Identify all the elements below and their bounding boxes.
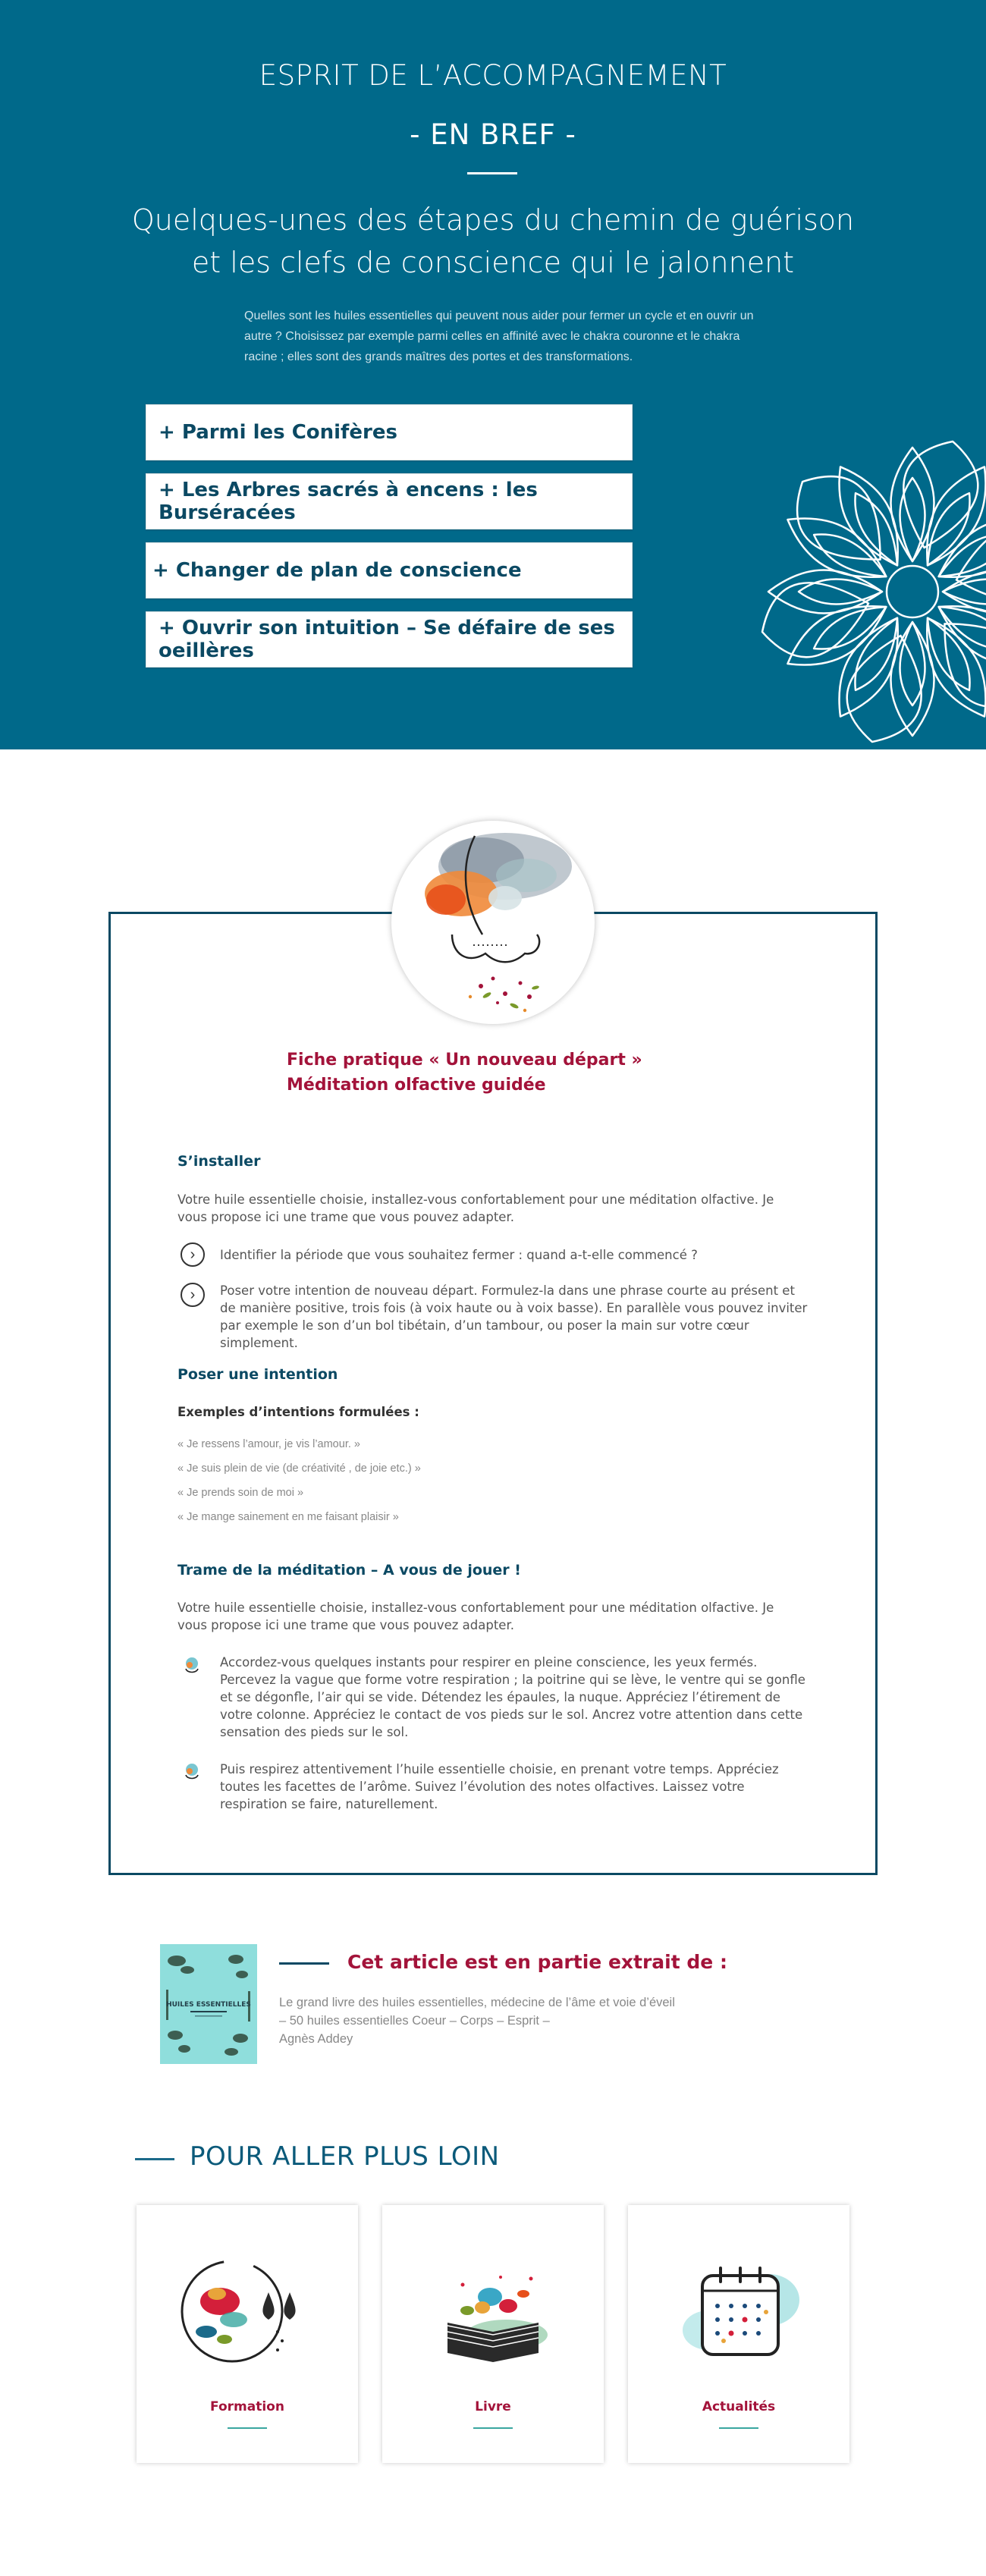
source-divider [279, 1962, 329, 1965]
book-illustration-icon [417, 2247, 569, 2376]
hero-title-line2: et les clefs de conscience qui le jalonnent [191, 246, 795, 279]
book-cover-illustration [160, 1944, 257, 2064]
intention-example-2: « Je suis plein de vie (de créativité , de joie etc.) » [177, 1462, 421, 1475]
accordion-item-plan-conscience[interactable]: + Changer de plan de conscience [146, 542, 633, 598]
meditation-illustration [391, 821, 595, 1024]
intention-example-3: « Je prends soin de moi » [177, 1487, 304, 1499]
hero-kicker: ESPRIT DE L’ACCOMPAGNEMENT [259, 59, 727, 92]
intention-heading: Poser une intention [177, 1366, 338, 1383]
card-formation[interactable] [137, 2205, 358, 2463]
trame-heading: Trame de la méditation – A vous de jouer ! [177, 1562, 521, 1579]
source-text [279, 1993, 704, 2048]
book-cover[interactable] [160, 1944, 257, 2064]
hero-divider [467, 172, 517, 174]
card-livre-underline [473, 2427, 513, 2429]
source-line-2: – 50 huiles essentielles Coeur – Corps – Esprit – [279, 2014, 550, 2028]
hero-title-line1: Quelques-unes des étapes du chemin de guérison [131, 203, 855, 237]
installer-intro: Votre huile essentielle choisie, installez-vous confortablement pour une méditation olfactive. Je vous propose ici une trame que vous pouvez adapter. [177, 1192, 774, 1224]
intention-example-1: « Je ressens l’amour, je vis l’amour. » [177, 1438, 360, 1450]
fiche-title-line2: Méditation olfactive guidée [287, 1076, 546, 1095]
hero-lead: Quelles sont les huiles essentielles qui peuvent nous aider pour fermer un cycle et en ouvrir un autre ? Choisissez par exemple parmi celles en affinité avec le chakra couronne et le chakra racine ; elles sont des grands maîtres des portes et des transformations. [244, 309, 754, 363]
trame-step-1: Accordez-vous quelques instants pour respirer en pleine conscience, les yeux fermés. Percevez la vague que forme votre respiration ; la poitrine qui se lève, le ventre qui se gonfle et se dégonfle, l’air qui se vide. Détendez les épaules, la nuque. Appréciez l’étirement de votre colonne. Appréciez le contact de vos pieds sur le sol. Ancrez votre attention dans cette sensation des pieds sur le sol. [220, 1655, 805, 1739]
intention-example-4: « Je mange sainement en me faisant plaisir » [177, 1511, 399, 1523]
chevron-right-icon: › [181, 1242, 205, 1267]
card-livre-label: Livre [475, 2399, 511, 2414]
trame-intro: Votre huile essentielle choisie, installez-vous confortablement pour une méditation olfactive. Je vous propose ici une trame que vous pouvez adapter. [177, 1601, 774, 1632]
more-divider [135, 2158, 174, 2160]
meditation-face-bullet-icon [181, 1760, 203, 1783]
intention-examples-heading: Exemples d’intentions formulées : [177, 1405, 419, 1419]
installer-step-1: Identifier la période que vous souhaitez fermer : quand a-t-elle commencé ? [220, 1248, 698, 1262]
meditation-face-icon [391, 821, 595, 1024]
source-heading: Cet article est en partie extrait de : [347, 1951, 727, 1973]
accordion-item-burseracees[interactable]: + Les Arbres sacrés à encens : les Burséracées [146, 473, 633, 529]
chevron-right-icon: › [181, 1283, 205, 1307]
lotus-mandala-icon [753, 432, 986, 749]
fiche-title [287, 1048, 642, 1098]
card-actualites-underline [719, 2427, 758, 2429]
card-formation-label: Formation [210, 2399, 284, 2414]
trame-step-2: Puis respirez attentivement l’huile essentielle choisie, en prenant votre temps. Appréciez toutes les facettes de l’arôme. Suivez l’évolution des notes olfactives. Laissez votre respiration se faire, naturellement. [220, 1762, 779, 1811]
installer-heading: S’installer [177, 1153, 261, 1170]
card-actualites[interactable] [628, 2205, 849, 2463]
hero-title [114, 199, 872, 284]
accordion-item-coniferes[interactable]: + Parmi les Conifères [146, 404, 633, 460]
card-actualites-label: Actualités [702, 2399, 776, 2414]
accordion-item-intuition[interactable]: + Ouvrir son intuition – Se défaire de ses oeillères [146, 611, 633, 668]
card-livre[interactable] [382, 2205, 604, 2463]
source-line-3: Agnès Addey [279, 2032, 353, 2046]
book-cover-title: HUILES ESSENTIELLES [166, 2001, 251, 2009]
more-heading: POUR ALLER PLUS LOIN [190, 2141, 500, 2172]
calendar-illustration-icon [663, 2247, 815, 2376]
source-line-1: Le grand livre des huiles essentielles, médecine de l’âme et voie d’éveil [279, 1996, 675, 2009]
hero-section [0, 0, 986, 749]
formation-illustration-icon [171, 2247, 323, 2376]
hero-subtitle: - EN BREF - [410, 118, 576, 151]
card-formation-underline [228, 2427, 267, 2429]
installer-step-2: Poser votre intention de nouveau départ. Formulez-la dans une phrase courte au présent et de manière positive, trois fois (à voix haute ou à voix basse). En parallèle vous pouvez inviter par exemple le son d’un bol tibétain, d’un tambour, ou poser la main sur votre cœur simplement. [220, 1283, 808, 1350]
meditation-face-bullet-icon [181, 1654, 203, 1676]
fiche-title-line1: Fiche pratique « Un nouveau départ » [287, 1051, 642, 1070]
